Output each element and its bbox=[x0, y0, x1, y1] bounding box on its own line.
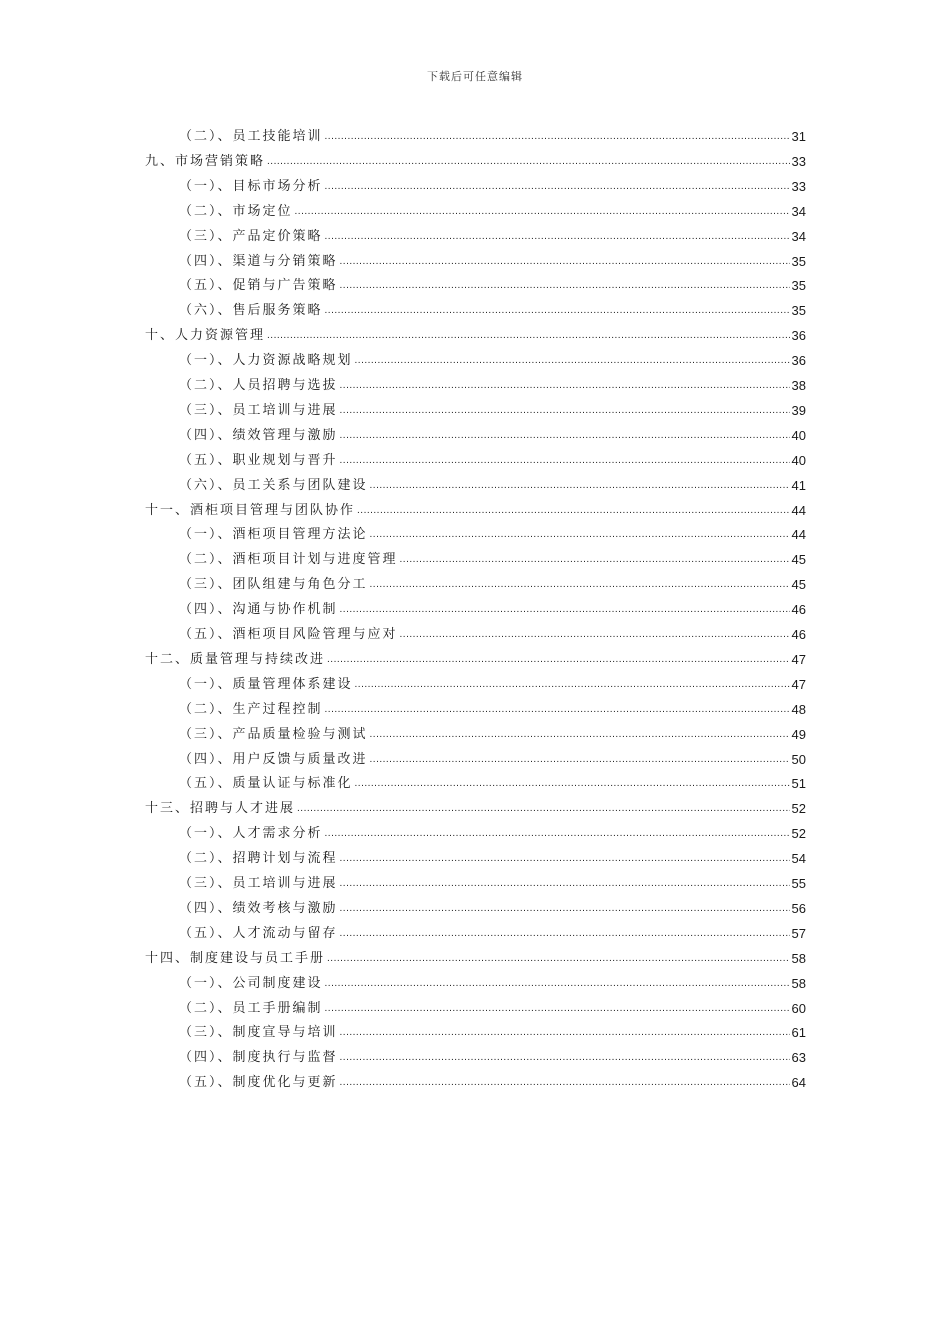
toc-dot-leader bbox=[355, 677, 790, 693]
toc-entry-title: （三）、产品质量检验与测试 bbox=[179, 726, 368, 742]
toc-entry-title: （六）、售后服务策略 bbox=[179, 303, 323, 319]
toc-dot-leader bbox=[267, 328, 790, 344]
toc-dot-leader bbox=[267, 154, 790, 170]
toc-entry[interactable] bbox=[179, 749, 806, 769]
toc-entry[interactable] bbox=[179, 724, 806, 744]
toc-entry[interactable] bbox=[179, 599, 806, 619]
toc-dot-leader bbox=[340, 254, 790, 270]
toc-entry-page-number: 39 bbox=[791, 402, 806, 418]
toc-entry[interactable] bbox=[179, 549, 806, 569]
toc-dot-leader bbox=[400, 627, 790, 643]
toc-entry[interactable] bbox=[179, 898, 806, 918]
toc-entry-page-number: 33 bbox=[791, 153, 806, 169]
toc-dot-leader bbox=[297, 801, 790, 817]
toc-dot-leader bbox=[340, 278, 790, 294]
toc-entry[interactable] bbox=[179, 1022, 806, 1042]
toc-entry-page-number: 60 bbox=[791, 1000, 806, 1016]
toc-dot-leader bbox=[340, 901, 790, 917]
toc-entry-title: （三）、团队组建与角色分工 bbox=[179, 577, 368, 593]
toc-entry-page-number: 54 bbox=[791, 851, 806, 867]
toc-entry-title: 十二、质量管理与持续改进 bbox=[145, 651, 326, 667]
toc-entry[interactable] bbox=[145, 948, 806, 968]
toc-entry-page-number: 35 bbox=[791, 253, 806, 269]
toc-entry[interactable] bbox=[179, 674, 806, 694]
toc-entry-page-number: 51 bbox=[791, 776, 806, 792]
toc-entry-title: （二）、员工手册编制 bbox=[179, 1000, 323, 1016]
toc-entry[interactable] bbox=[179, 350, 806, 370]
toc-dot-leader bbox=[340, 453, 790, 469]
toc-entry[interactable] bbox=[179, 1072, 806, 1092]
toc-entry[interactable] bbox=[179, 524, 806, 544]
toc-entry-page-number: 61 bbox=[791, 1025, 806, 1041]
toc-entry[interactable] bbox=[179, 699, 806, 719]
toc-entry[interactable] bbox=[179, 425, 806, 445]
toc-dot-leader bbox=[325, 702, 790, 718]
toc-entry-title: （二）、酒柜项目计划与进度管理 bbox=[179, 552, 398, 568]
toc-entry-page-number: 63 bbox=[791, 1050, 806, 1066]
toc-dot-leader bbox=[370, 752, 790, 768]
toc-entry-title: 十、人力资源管理 bbox=[145, 328, 266, 344]
toc-entry-page-number: 55 bbox=[791, 876, 806, 891]
toc-dot-leader bbox=[340, 1050, 790, 1066]
toc-entry-page-number: 35 bbox=[791, 303, 806, 319]
toc-entry[interactable] bbox=[145, 325, 806, 345]
toc-entry-page-number: 48 bbox=[791, 701, 806, 717]
toc-entry-title: 十四、制度建设与员工手册 bbox=[145, 950, 326, 966]
toc-entry-title: （一）、人力资源战略规划 bbox=[179, 353, 353, 369]
toc-dot-leader bbox=[325, 976, 790, 992]
toc-dot-leader bbox=[325, 826, 790, 842]
toc-entry-page-number: 35 bbox=[791, 278, 806, 294]
toc-entry-title: （五）、促销与广告策略 bbox=[179, 278, 338, 294]
toc-entry-page-number: 34 bbox=[791, 228, 806, 244]
toc-entry[interactable] bbox=[179, 823, 806, 843]
toc-entry-title: （一）、人才需求分析 bbox=[179, 826, 323, 842]
toc-entry-title: （五）、人才流动与留存 bbox=[179, 925, 338, 941]
toc-dot-leader bbox=[357, 503, 790, 519]
toc-dot-leader bbox=[370, 577, 790, 593]
toc-entry-title: （五）、制度优化与更新 bbox=[179, 1075, 338, 1091]
toc-entry-title: 九、市场营销策略 bbox=[145, 153, 266, 169]
toc-entry-title: （二）、员工技能培训 bbox=[179, 129, 323, 144]
toc-dot-leader bbox=[340, 851, 790, 867]
toc-entry[interactable] bbox=[179, 848, 806, 868]
toc-entry-title: （四）、制度执行与监督 bbox=[179, 1050, 338, 1066]
toc-dot-leader bbox=[325, 1001, 790, 1017]
toc-entry[interactable] bbox=[179, 923, 806, 943]
toc-entry[interactable] bbox=[179, 873, 806, 893]
toc-entry[interactable] bbox=[145, 649, 806, 669]
toc-entry-title: （二）、生产过程控制 bbox=[179, 701, 323, 717]
toc-entry[interactable] bbox=[179, 300, 806, 320]
toc-entry-title: （四）、渠道与分销策略 bbox=[179, 253, 338, 269]
toc-entry[interactable] bbox=[145, 500, 806, 520]
toc-entry-page-number: 40 bbox=[791, 427, 806, 443]
toc-dot-leader bbox=[340, 403, 790, 419]
toc-entry-title: （四）、绩效考核与激励 bbox=[179, 900, 338, 916]
toc-entry-page-number: 44 bbox=[791, 502, 806, 518]
toc-dot-leader bbox=[340, 378, 790, 394]
toc-entry[interactable] bbox=[179, 450, 806, 470]
toc-dot-leader bbox=[327, 652, 790, 668]
toc-entry-page-number: 58 bbox=[791, 975, 806, 991]
toc-entry[interactable] bbox=[179, 773, 806, 793]
toc-entry[interactable] bbox=[179, 973, 806, 993]
toc-dot-leader bbox=[370, 527, 790, 543]
toc-entry[interactable] bbox=[179, 998, 806, 1018]
toc-entry-title: （五）、酒柜项目风险管理与应对 bbox=[179, 627, 398, 642]
toc-entry-page-number: 33 bbox=[791, 178, 806, 194]
toc-entry-title: （六）、员工关系与团队建设 bbox=[179, 477, 368, 493]
toc-entry[interactable] bbox=[179, 1047, 806, 1067]
toc-entry[interactable] bbox=[179, 275, 806, 295]
toc-entry[interactable] bbox=[179, 251, 806, 271]
toc-entry-title: （一）、酒柜项目管理方法论 bbox=[179, 527, 368, 543]
toc-entry[interactable] bbox=[179, 624, 806, 644]
toc-entry[interactable] bbox=[179, 475, 806, 495]
toc-dot-leader bbox=[325, 129, 790, 145]
toc-dot-leader bbox=[355, 353, 790, 369]
toc-entry-page-number: 56 bbox=[791, 900, 806, 916]
toc-entry[interactable] bbox=[179, 201, 806, 221]
toc-entry-page-number: 45 bbox=[791, 577, 806, 593]
toc-dot-leader bbox=[325, 303, 790, 319]
toc-dot-leader bbox=[370, 727, 790, 743]
toc-dot-leader bbox=[340, 602, 790, 618]
toc-entry-page-number: 44 bbox=[791, 527, 806, 543]
toc-entry-page-number: 57 bbox=[791, 925, 806, 941]
toc-entry-page-number: 36 bbox=[791, 353, 806, 369]
toc-entry-page-number: 45 bbox=[791, 552, 806, 568]
toc-entry-page-number: 47 bbox=[791, 651, 806, 667]
page-header-note: 下载后可任意编辑 bbox=[427, 70, 523, 83]
toc-dot-leader bbox=[295, 204, 790, 220]
toc-entry[interactable] bbox=[179, 126, 806, 146]
toc-entry-title: （四）、用户反馈与质量改进 bbox=[179, 751, 368, 767]
toc-entry-page-number: 36 bbox=[791, 328, 806, 344]
toc-entry-page-number: 49 bbox=[791, 726, 806, 742]
toc-entry-page-number: 58 bbox=[791, 950, 806, 966]
toc-entry[interactable] bbox=[179, 574, 806, 594]
toc-entry-title: （三）、产品定价策略 bbox=[179, 228, 323, 244]
toc-entry-title: （五）、职业规划与晋升 bbox=[179, 452, 338, 468]
toc-dot-leader bbox=[355, 776, 790, 792]
toc-entry-title: 十三、招聘与人才进展 bbox=[145, 801, 296, 817]
toc-entry-page-number: 38 bbox=[791, 378, 806, 393]
toc-dot-leader bbox=[325, 179, 790, 195]
toc-entry-title: （四）、沟通与协作机制 bbox=[179, 602, 338, 618]
toc-entry-title: （二）、人员招聘与选拔 bbox=[179, 378, 338, 393]
toc-entry-title: （三）、制度宣导与培训 bbox=[179, 1025, 338, 1041]
toc-entry-title: （一）、公司制度建设 bbox=[179, 975, 323, 991]
toc-entry-title: （二）、市场定位 bbox=[179, 203, 293, 219]
toc-dot-leader bbox=[400, 552, 790, 568]
toc-entry[interactable] bbox=[179, 176, 806, 196]
toc-entry[interactable] bbox=[179, 375, 806, 395]
toc-dot-leader bbox=[340, 926, 790, 942]
toc-entry-page-number: 40 bbox=[791, 452, 806, 468]
toc-entry-page-number: 34 bbox=[791, 203, 806, 219]
toc-entry[interactable] bbox=[179, 400, 806, 420]
toc-entry-page-number: 41 bbox=[791, 477, 806, 493]
toc-entry-page-number: 46 bbox=[791, 602, 806, 618]
toc-entry-title: （五）、质量认证与标准化 bbox=[179, 776, 353, 792]
toc-entry-page-number: 52 bbox=[791, 801, 806, 817]
toc-entry-title: 十一、酒柜项目管理与团队协作 bbox=[145, 502, 356, 518]
toc-entry-page-number: 46 bbox=[791, 627, 806, 642]
toc-dot-leader bbox=[370, 478, 790, 494]
toc-entry-title: （二）、招聘计划与流程 bbox=[179, 851, 338, 867]
toc-entry-title: （四）、绩效管理与激励 bbox=[179, 427, 338, 443]
toc-dot-leader bbox=[340, 428, 790, 444]
toc-entry-title: （三）、员工培训与进展 bbox=[179, 876, 338, 891]
toc-entry-title: （三）、员工培训与进展 bbox=[179, 402, 338, 418]
toc-entry[interactable] bbox=[179, 226, 806, 246]
toc-entry[interactable] bbox=[145, 798, 806, 818]
toc-entry-page-number: 64 bbox=[791, 1075, 806, 1091]
toc-dot-leader bbox=[325, 229, 790, 245]
toc-entry-page-number: 47 bbox=[791, 676, 806, 692]
toc-dot-leader bbox=[327, 951, 790, 967]
toc-entry-page-number: 31 bbox=[791, 129, 806, 144]
toc-entry-title: （一）、目标市场分析 bbox=[179, 178, 323, 194]
toc-entry-page-number: 52 bbox=[791, 826, 806, 842]
toc-entry-title: （一）、质量管理体系建设 bbox=[179, 676, 353, 692]
toc-dot-leader bbox=[340, 1025, 790, 1041]
toc-entry-page-number: 50 bbox=[791, 751, 806, 767]
toc-dot-leader bbox=[340, 876, 790, 892]
toc-entry[interactable] bbox=[145, 151, 806, 171]
toc-dot-leader bbox=[340, 1075, 790, 1091]
